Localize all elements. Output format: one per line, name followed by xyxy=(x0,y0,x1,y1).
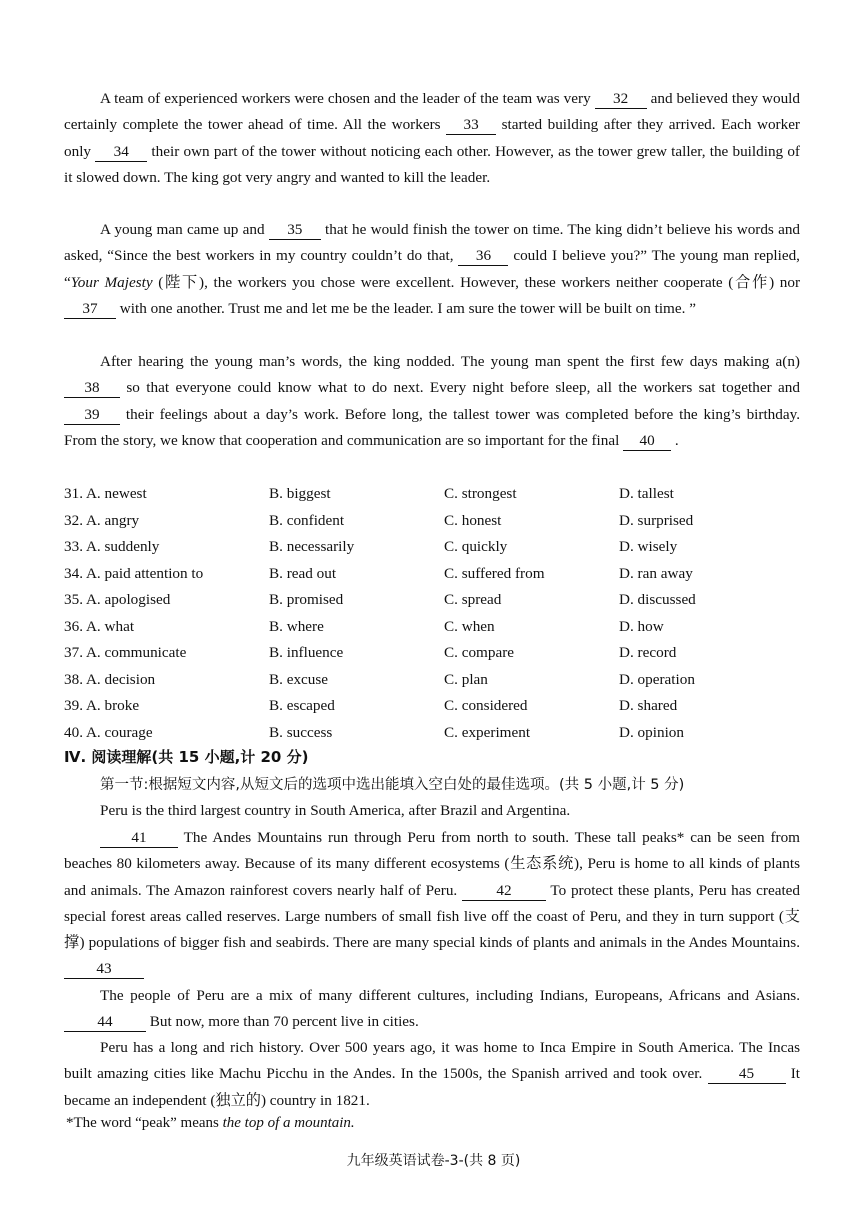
blank-33: 33 xyxy=(446,116,496,135)
text: To protect these plants, Peru has created special forest areas called reserves. Large numbers of small fish live off the coast of Peru, and they in turn support (支撑) populations of bigger fish and seabirds. There are many special kinds of plants and animals in the Andes Mountains. xyxy=(64,881,801,952)
option-a: 32. A. angry xyxy=(64,511,140,529)
blank-32: 32 xyxy=(595,90,647,109)
text: . xyxy=(671,431,679,449)
option-d: D. surprised xyxy=(619,511,694,529)
option-b: B. confident xyxy=(269,511,345,529)
option-a: 36. A. what xyxy=(64,617,135,635)
option-d: D. opinion xyxy=(619,723,684,741)
text: Peru has a long and rich history. Over 500 years ago, it was home to Inca Empire in South America. The Incas built amazing cities like Machu Picchu in the Andes. In the 1500s, the Spanish arrived and took over. xyxy=(64,1039,800,1083)
option-a: 40. A. courage xyxy=(64,723,153,741)
blank-44: 44 xyxy=(64,1013,146,1032)
text: their own part of the tower without noticing each other. However, as the tower grew taller, the building of it slowed down. The king got very angry and wanted to kill the leader. xyxy=(64,142,800,186)
section-title: Ⅳ. 阅读理解(共 15 小题,计 20 分) xyxy=(64,748,309,766)
option-c: C. strongest xyxy=(444,485,517,502)
section-instructions: 第一节:根据短文内容,从短文后的选项中选出能填入空白处的最佳选项。(共 5 小题,计 5 分) xyxy=(100,777,685,793)
option-b: B. success xyxy=(269,723,333,741)
option-c: C. honest xyxy=(444,511,502,529)
text: It became an independent (独立的) country in 1821. xyxy=(64,1065,800,1109)
option-c: C. quickly xyxy=(444,538,508,555)
text: A team of experienced workers were chosen and the leader of the team was very xyxy=(100,90,595,107)
cloze-paragraph-1 xyxy=(64,86,800,191)
reading-paragraph-3 xyxy=(64,983,800,1036)
italic-your-majesty: Your Majesty xyxy=(70,273,153,291)
text: that he would finish the tower on time. The king didn’t believe his words and asked, “Since the best workers in my country couldn’t do that, xyxy=(64,221,801,265)
option-row xyxy=(64,640,824,666)
reading-paragraph-4 xyxy=(64,1035,800,1114)
option-a: 37. A. communicate xyxy=(64,644,187,661)
option-a: 33. A. suddenly xyxy=(64,538,160,555)
reading-paragraph-2 xyxy=(64,825,800,983)
option-c: C. when xyxy=(444,617,495,635)
option-d: D. tallest xyxy=(619,485,674,502)
option-c: C. spread xyxy=(444,591,502,608)
option-row xyxy=(64,720,824,746)
text: their feelings about a day’s work. Before long, the tallest tower was completed before the king’s birthday. From the story, we know that cooperation and communication are so important for the final xyxy=(64,405,800,449)
option-row xyxy=(64,587,824,613)
option-b: B. escaped xyxy=(269,697,335,714)
text: A young man came up and xyxy=(100,221,269,238)
option-c: C. considered xyxy=(444,697,528,714)
option-d: D. how xyxy=(619,617,664,635)
option-c: C. suffered from xyxy=(444,564,545,582)
option-a: 31. A. newest xyxy=(64,485,147,502)
blank-42: 42 xyxy=(462,882,546,901)
blank-35: 35 xyxy=(269,221,321,240)
blank-34: 34 xyxy=(95,143,147,162)
option-b: B. necessarily xyxy=(269,538,355,555)
option-row xyxy=(64,534,824,560)
option-d: D. wisely xyxy=(619,538,678,555)
cloze-paragraph-3 xyxy=(64,349,800,454)
text: could I believe you?” The young man replied, “ xyxy=(64,247,800,291)
option-b: B. where xyxy=(269,617,324,635)
blank-43: 43 xyxy=(64,960,144,979)
option-b: B. biggest xyxy=(269,485,331,502)
text: with one another. Trust me and let me be the leader. I am sure the tower will be built on time. ” xyxy=(116,299,696,317)
option-c: C. compare xyxy=(444,644,515,661)
option-row xyxy=(64,667,824,693)
text: But now, more than 70 percent live in cities. xyxy=(146,1013,419,1031)
page-footer: 九年级英语试卷-3-(共 8 页) xyxy=(346,1153,521,1169)
blank-39: 39 xyxy=(64,406,120,425)
text: and believed they would certainly complete the tower ahead of time. All the workers xyxy=(64,90,800,134)
cloze-paragraph-2 xyxy=(64,217,800,322)
option-a: 34. A. paid attention to xyxy=(64,564,204,582)
blank-38: 38 xyxy=(64,379,120,398)
option-a: 39. A. broke xyxy=(64,697,140,714)
option-d: D. shared xyxy=(619,697,678,714)
option-row xyxy=(64,481,824,507)
option-row xyxy=(64,693,824,719)
footnote xyxy=(66,1115,355,1132)
option-b: B. promised xyxy=(269,591,344,608)
option-b: B. influence xyxy=(269,644,344,661)
option-a: 35. A. apologised xyxy=(64,591,171,608)
option-c: C. plan xyxy=(444,670,488,688)
option-a: 38. A. decision xyxy=(64,670,156,688)
blank-40: 40 xyxy=(623,432,671,451)
text: (陛下), the workers you chose were excellent. However, these workers neither cooperate (合作) nor xyxy=(152,273,801,291)
text: The people of Peru are a mix of many different cultures, including Indians, Europeans, Africans and Asians. xyxy=(100,987,800,1004)
option-d: D. discussed xyxy=(619,591,696,608)
option-b: B. read out xyxy=(269,564,337,582)
blank-45: 45 xyxy=(708,1065,786,1084)
blank-36: 36 xyxy=(458,247,508,266)
text: so that everyone could know what to do next. Every night before sleep, all the workers sat together and xyxy=(120,379,800,397)
option-d: D. operation xyxy=(619,670,695,688)
blank-41: 41 xyxy=(100,829,178,848)
text: started building after they arrived. Each worker only xyxy=(64,116,800,160)
option-row xyxy=(64,508,824,534)
blank-37: 37 xyxy=(64,300,116,319)
option-c: C. experiment xyxy=(444,723,531,741)
option-b: B. excuse xyxy=(269,670,329,688)
footnote-text: *The word “peak” means xyxy=(66,1115,223,1131)
option-d: D. ran away xyxy=(619,564,693,582)
reading-paragraph-1: Peru is the third largest country in South America, after Brazil and Argentina. xyxy=(100,802,571,819)
option-d: D. record xyxy=(619,644,677,661)
text: After hearing the young man’s words, the king nodded. The young man spent the first few days making a(n) xyxy=(100,353,800,370)
footnote-definition: the top of a mountain. xyxy=(222,1115,355,1131)
option-row xyxy=(64,561,824,587)
text: The Andes Mountains run through Peru from north to south. These tall peaks* can be seen from beaches 80 kilometers away. Because of its many different ecosystems (生态系统), Peru is home to all kinds of plants and animals. The Amazon rainforest covers nearly half of Peru. xyxy=(64,829,800,899)
option-row xyxy=(64,614,824,640)
